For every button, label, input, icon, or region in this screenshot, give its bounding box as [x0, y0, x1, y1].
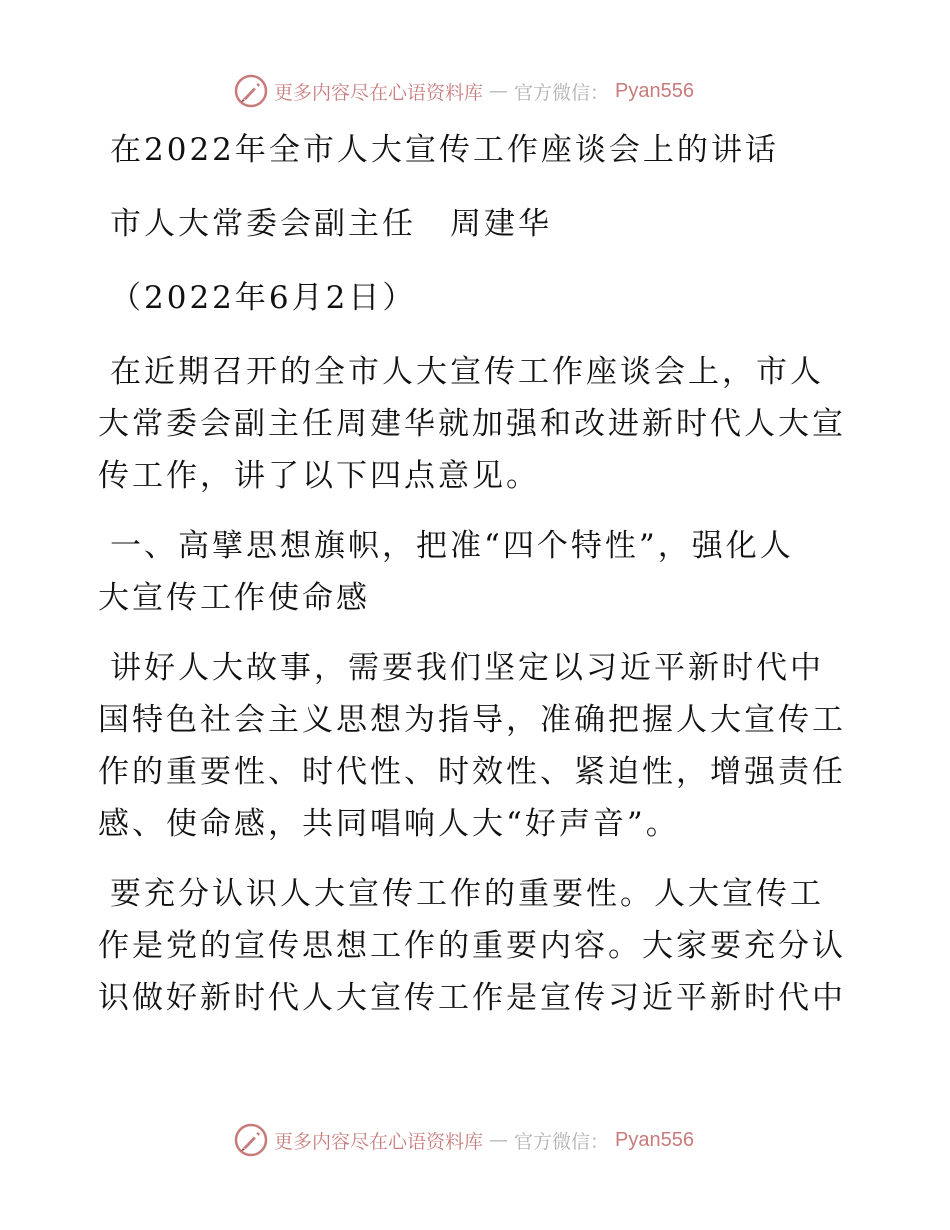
watermark-separator: —: [489, 80, 509, 102]
watermark-official-label: 官方微信：: [514, 81, 610, 104]
document-body: [98, 120, 858, 1042]
footer-watermark: [234, 1122, 694, 1158]
paragraph-intro: [98, 346, 858, 502]
document-date: （2022年6月2日）: [110, 280, 417, 316]
paragraph-line: 大常委会副主任周建华就加强和改进新时代人大宣: [98, 406, 846, 442]
paragraph-line: 国特色社会主义思想为指导，准确把握人大宣传工: [98, 702, 846, 738]
watermark-wechat-id: Pyan556: [615, 1128, 694, 1151]
paragraph-line: 要充分认识人大宣传工作的重要性。人大宣传工: [110, 876, 824, 912]
document-speaker: 市人大常委会副主任 周建华: [110, 206, 552, 242]
paragraph-line: 感、使命感，共同唱响人大“好声音”。: [98, 806, 680, 842]
paragraph-importance: [98, 868, 858, 1024]
quill-logo-icon: [234, 74, 268, 108]
paragraph-line: 讲好人大故事，需要我们坚定以习近平新时代中: [110, 650, 824, 686]
paragraph-line: 作是党的宣传思想工作的重要内容。大家要充分认: [98, 928, 846, 964]
section-heading-one: [98, 520, 858, 624]
section-heading-line: 大宣传工作使命感: [98, 580, 370, 616]
section-heading-line: 一、高擘思想旗帜，把准“四个特性”，强化人: [110, 528, 794, 564]
watermark-official-label: 官方微信：: [514, 1130, 610, 1153]
watermark-separator: —: [489, 1129, 509, 1151]
paragraph-line: 作的重要性、时代性、时效性、紧迫性，增强责任: [98, 754, 846, 790]
paragraph-line: 在近期召开的全市人大宣传工作座谈会上，市人: [110, 354, 824, 390]
header-watermark: [234, 73, 694, 109]
paragraph-line: 传工作，讲了以下四点意见。: [98, 458, 540, 494]
watermark-site-text: 更多内容尽在心语资料库: [274, 1130, 484, 1153]
document-title: 在2022年全市人大宣传工作座谈会上的讲话: [110, 132, 779, 168]
paragraph-stories: [98, 642, 858, 850]
watermark-site-text: 更多内容尽在心语资料库: [274, 81, 484, 104]
quill-logo-icon: [234, 1123, 268, 1157]
watermark-wechat-id: Pyan556: [615, 79, 694, 102]
paragraph-line: 识做好新时代人大宣传工作是宣传习近平新时代中: [98, 980, 846, 1016]
